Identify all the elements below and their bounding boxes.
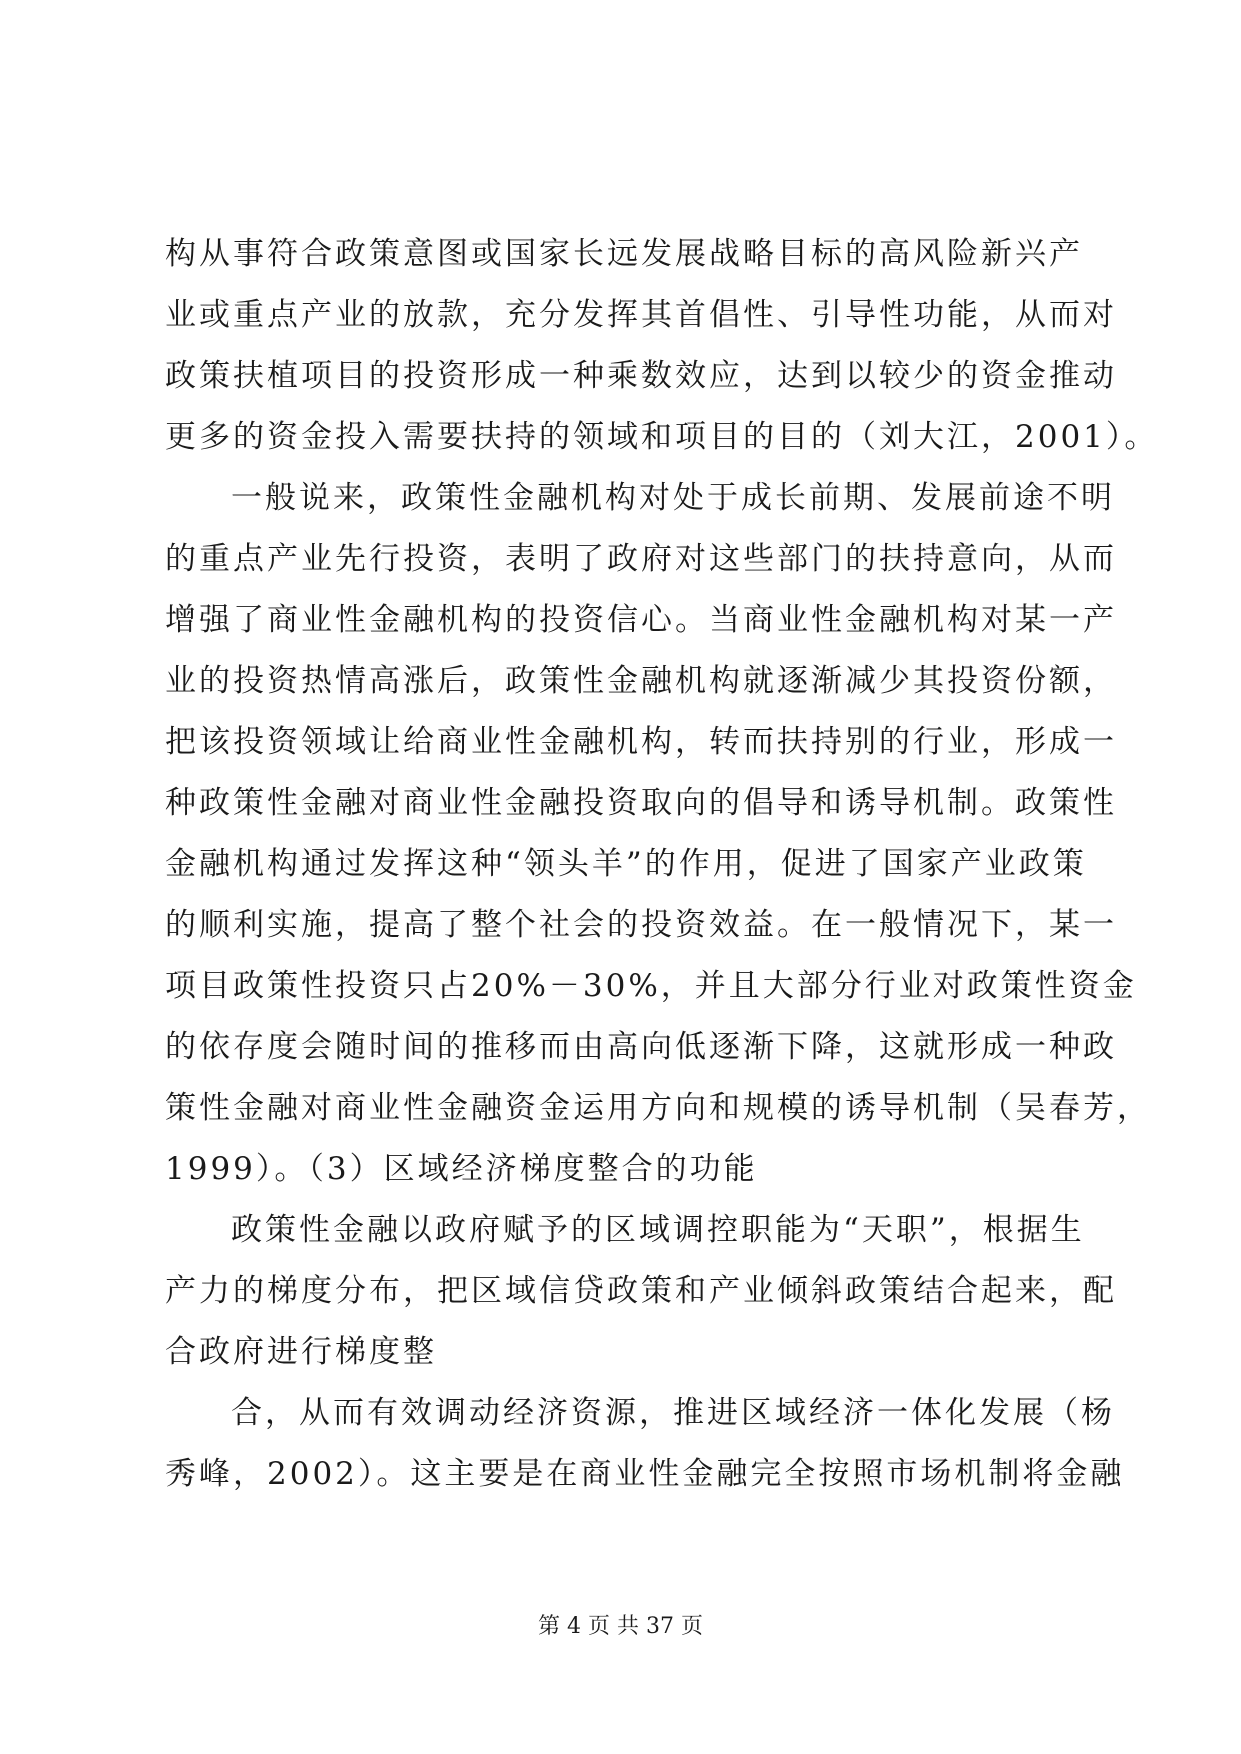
text-line: 策性金融对商业性金融资金运用方向和规模的诱导机制（吴春芳，	[165, 1090, 1151, 1126]
text-line: 增强了商业性金融机构的投资信心。当商业性金融机构对某一产	[165, 602, 1117, 638]
paragraph-first-line: 合，从而有效调动经济资源，推进区域经济一体化发展（杨	[231, 1395, 1115, 1431]
text-line: 种政策性金融对商业性金融投资取向的倡导和诱导机制。政策性	[165, 785, 1117, 821]
text-line: 构从事符合政策意图或国家长远发展战略目标的高风险新兴产	[165, 236, 1083, 272]
text-line: 1999）。（3）区域经济梯度整合的功能	[165, 1151, 758, 1187]
text-line: 秀峰，2002）。这主要是在商业性金融完全按照市场机制将金融	[165, 1456, 1125, 1492]
text-line: 更多的资金投入需要扶持的领域和项目的目的（刘大江，2001）。	[165, 419, 1159, 455]
document-body	[165, 224, 1159, 1505]
text-line: 政策扶植项目的投资形成一种乘数效应，达到以较少的资金推动	[165, 358, 1117, 394]
text-line: 项目政策性投资只占20%－30%，并且大部分行业对政策性资金	[165, 968, 1137, 1004]
paragraph-first-line: 一般说来，政策性金融机构对处于成长前期、发展前途不明	[231, 480, 1115, 516]
text-line: 业的投资热情高涨后，政策性金融机构就逐渐减少其投资份额，	[165, 663, 1117, 699]
text-line: 合政府进行梯度整	[165, 1334, 437, 1370]
text-line: 的重点产业先行投资，表明了政府对这些部门的扶持意向，从而	[165, 541, 1117, 577]
text-line: 的顺利实施，提高了整个社会的投资效益。在一般情况下，某一	[165, 907, 1117, 943]
page-number-footer: 第 4 页 共 37 页	[538, 1614, 703, 1639]
text-line: 把该投资领域让给商业性金融机构，转而扶持别的行业，形成一	[165, 724, 1117, 760]
text-line: 产力的梯度分布，把区域信贷政策和产业倾斜政策结合起来，配	[165, 1273, 1117, 1309]
text-line: 的依存度会随时间的推移而由高向低逐渐下降，这就形成一种政	[165, 1029, 1117, 1065]
text-line: 业或重点产业的放款，充分发挥其首倡性、引导性功能，从而对	[165, 297, 1117, 333]
paragraph-first-line: 政策性金融以政府赋予的区域调控职能为“天职”，根据生	[231, 1212, 1085, 1248]
text-line: 金融机构通过发挥这种“领头羊”的作用，促进了国家产业政策	[165, 846, 1087, 882]
